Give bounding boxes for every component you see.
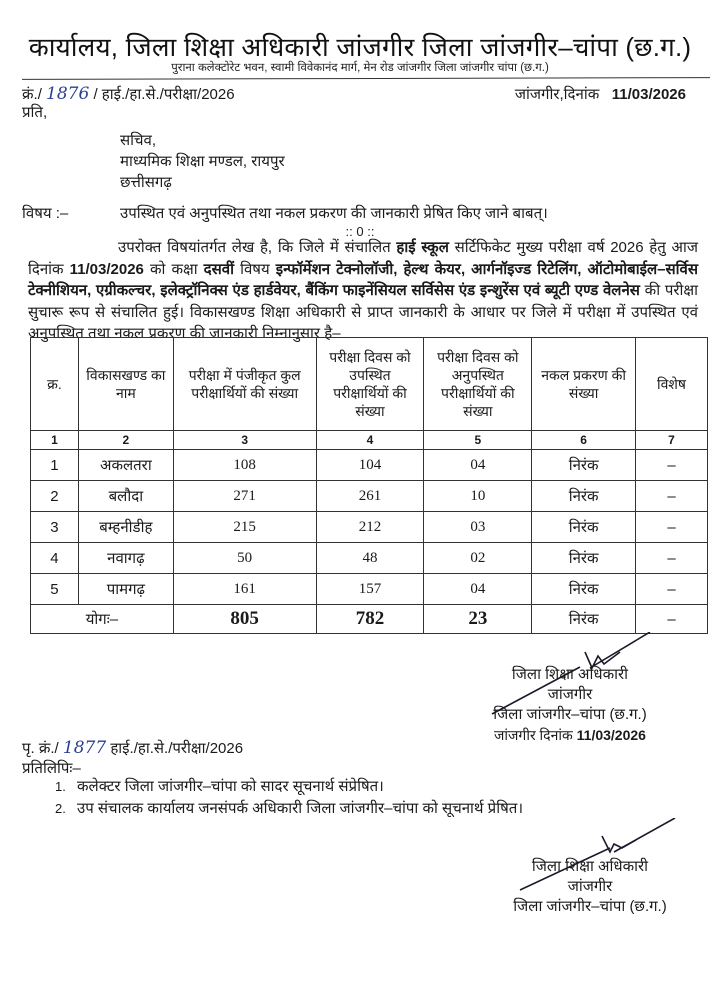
col-num: 1 [31, 431, 79, 450]
header-present: परीक्षा दिवस को उपस्थित परीक्षार्थियों की संख्या [316, 338, 424, 431]
cell-registered: 108 [173, 450, 316, 481]
ref-suffix: / हाई./हा.से./परीक्षा/2026 [93, 86, 235, 103]
cell-remarks: – [636, 512, 708, 543]
signature-date-label: जांजगीर दिनांक [494, 727, 573, 743]
table-total-row [31, 605, 708, 634]
cell-copy-cases: निरंक [532, 450, 636, 481]
cell-registered: 215 [173, 512, 316, 543]
cell-registered: 161 [173, 574, 316, 605]
total-remarks: – [636, 605, 708, 634]
cell-registered: 271 [173, 481, 316, 512]
letter-date [515, 84, 686, 104]
header-registered: परीक्षा में पंजीकृत कुल परीक्षार्थियों की संख्या [173, 338, 316, 431]
cell-sno: 3 [31, 512, 79, 543]
signature-date [470, 725, 670, 745]
office-address: पुराना कलेक्टोरेट भवन, स्वामी विवेकानंद मार्ग, मेन रोड जांजगीर जिला जांजगीर चांपा (छ.ग.) [171, 62, 549, 74]
copy-item-text: कलेक्टर जिला जांजगीर–चांपा को सादर सूचनार्थ संप्रेषित। [77, 778, 384, 795]
table-row [31, 574, 708, 605]
ref-prefix: क्रं./ [22, 86, 42, 103]
header-divider [22, 77, 710, 80]
col-num: 4 [316, 431, 424, 450]
signatory-district: जिला जांजगीर–चांपा (छ.ग.) [513, 898, 667, 915]
subject-text: उपस्थित एवं अनुपस्थित तथा नकल प्रकरण की जानकारी प्रेषित किए जाने बाबत्। [120, 205, 548, 222]
header-sno: क्र. [31, 338, 79, 431]
col-num: 7 [636, 431, 708, 450]
signature-block-2 [490, 857, 690, 917]
column-number-row [31, 431, 708, 450]
cell-absent: 03 [424, 512, 532, 543]
total-copy-cases: निरंक [532, 605, 636, 634]
copy-ref-prefix: पृ. क्रं./ [22, 740, 59, 757]
table-row [31, 543, 708, 574]
col-num: 5 [424, 431, 532, 450]
cell-remarks: – [636, 543, 708, 574]
header-block: विकासखण्ड का नाम [78, 338, 173, 431]
cell-copy-cases: निरंक [532, 481, 636, 512]
date-label: जांजगीर,दिनांक [514, 86, 600, 103]
header-absent: परीक्षा दिवस को अनुपस्थित परीक्षार्थियों की संख्या [424, 338, 532, 431]
signature-block-1 [470, 665, 670, 745]
body-bold: दसवीं [203, 260, 235, 278]
body-text: को कक्षा [143, 260, 204, 278]
separator: :: 0 :: [345, 224, 375, 239]
copy-handwritten-number: 1877 [62, 738, 107, 758]
table-row [31, 512, 708, 543]
cell-copy-cases: निरंक [532, 512, 636, 543]
reference-number [22, 84, 235, 104]
cell-sno: 5 [31, 574, 79, 605]
cell-copy-cases: निरंक [532, 574, 636, 605]
total-absent: 23 [424, 605, 532, 634]
to-label: प्रति, [22, 104, 48, 121]
signatory-place: जांजगीर [567, 878, 613, 895]
ref-handwritten-number: 1876 [46, 84, 90, 104]
signatory-place: जांजगीर [547, 686, 593, 703]
cell-block: पामगढ़ [78, 574, 173, 605]
signature-date-value: 11/03/2026 [576, 727, 646, 743]
cell-absent: 04 [424, 450, 532, 481]
total-present: 782 [316, 605, 424, 634]
cell-absent: 02 [424, 543, 532, 574]
col-num: 3 [173, 431, 316, 450]
body-paragraph [28, 237, 698, 345]
table-header-row [31, 338, 708, 431]
copy-item-number: 2. [55, 801, 66, 816]
body-text: उपरोक्त विषयांतर्गत लेख है, कि जिले में संचालित [118, 239, 397, 256]
copy-list [55, 776, 523, 820]
cell-block: नवागढ़ [78, 543, 173, 574]
copy-item [55, 776, 523, 798]
cell-block: अकलतरा [78, 450, 173, 481]
body-text: सर्टिफिकेट मुख्य परीक्षा वर्ष 2026 हेतु आज दिनांक [28, 239, 698, 278]
recipient-line: छत्तीसगढ़ [120, 174, 172, 191]
header-copy-cases: नकल प्रकरण की संख्या [532, 338, 636, 431]
cell-block: बलौदा [78, 481, 173, 512]
table-row [31, 450, 708, 481]
cell-registered: 50 [173, 543, 316, 574]
office-title: कार्यालय, जिला शिक्षा अधिकारी जांजगीर जिला जांजगीर–चांपा (छ.ग.) [28, 32, 692, 62]
attendance-table [30, 337, 708, 634]
total-registered: 805 [173, 605, 316, 634]
col-num: 2 [78, 431, 173, 450]
total-label: योगः– [31, 605, 174, 634]
copy-label: प्रतिलिपिः– [22, 760, 81, 777]
cell-sno: 4 [31, 543, 79, 574]
cell-sno: 1 [31, 450, 79, 481]
date-value: 11/03/2026 [611, 86, 686, 103]
copy-ref-suffix: हाई./हा.से./परीक्षा/2026 [110, 740, 244, 757]
copy-reference [22, 738, 243, 758]
recipient-line: सचिव, [120, 132, 157, 149]
cell-remarks: – [636, 481, 708, 512]
cell-remarks: – [636, 574, 708, 605]
cell-absent: 04 [424, 574, 532, 605]
body-bold: हाई स्कूल [396, 239, 449, 256]
copy-item-text: उप संचालक कार्यालय जनसंपर्क अधिकारी जिला जांजगीर–चांपा को सूचनार्थ प्रेषित। [77, 800, 524, 817]
recipient-line: माध्यमिक शिक्षा मण्डल, रायपुर [120, 153, 285, 170]
body-text: की परीक्षा सुचारू रूप से संचालित हुई। विकासखण्ड शिक्षा अधिकारी से प्राप्त जानकारी के आधार पर जिले में परीक्षा में उपस्थित एवं अनुपस्थित तथा नकल प्रकरण की जानकारी निम्नानुसार है– [28, 282, 699, 342]
copy-item-number: 1. [55, 779, 66, 794]
cell-remarks: – [636, 450, 708, 481]
cell-present: 157 [316, 574, 424, 605]
subject-label: विषय :– [22, 205, 69, 222]
cell-absent: 10 [424, 481, 532, 512]
col-num: 6 [532, 431, 636, 450]
body-bold: 11/03/2026 [69, 260, 144, 278]
cell-present: 48 [316, 543, 424, 574]
cell-copy-cases: निरंक [532, 543, 636, 574]
signatory-title: जिला शिक्षा अधिकारी [531, 858, 649, 875]
cell-present: 261 [316, 481, 424, 512]
cell-present: 212 [316, 512, 424, 543]
body-bold: इन्फॉर्मेशन टेक्नोलॉजी, हेल्थ केयर, आर्गनॉइज्ड रिटेलिंग, ऑटोमोबाईल–सर्विस टेक्नीशियन, एग्रीकल्चर, इलेक्ट्रॉनिक्स एंड हार्डवेयर, बैंकिंग फाइनेंसियल सर्विसेस एंड इन्शुरेंस एवं ब्यूटी एण्ड वेलनेस [28, 260, 698, 299]
body-text: विषय [234, 260, 276, 278]
header-remarks: विशेष [636, 338, 708, 431]
cell-present: 104 [316, 450, 424, 481]
signatory-title: जिला शिक्षा अधिकारी [511, 666, 629, 683]
signatory-district: जिला जांजगीर–चांपा (छ.ग.) [493, 706, 647, 723]
cell-block: बम्हनीडीह [78, 512, 173, 543]
copy-item [55, 798, 523, 820]
cell-sno: 2 [31, 481, 79, 512]
table-row [31, 481, 708, 512]
